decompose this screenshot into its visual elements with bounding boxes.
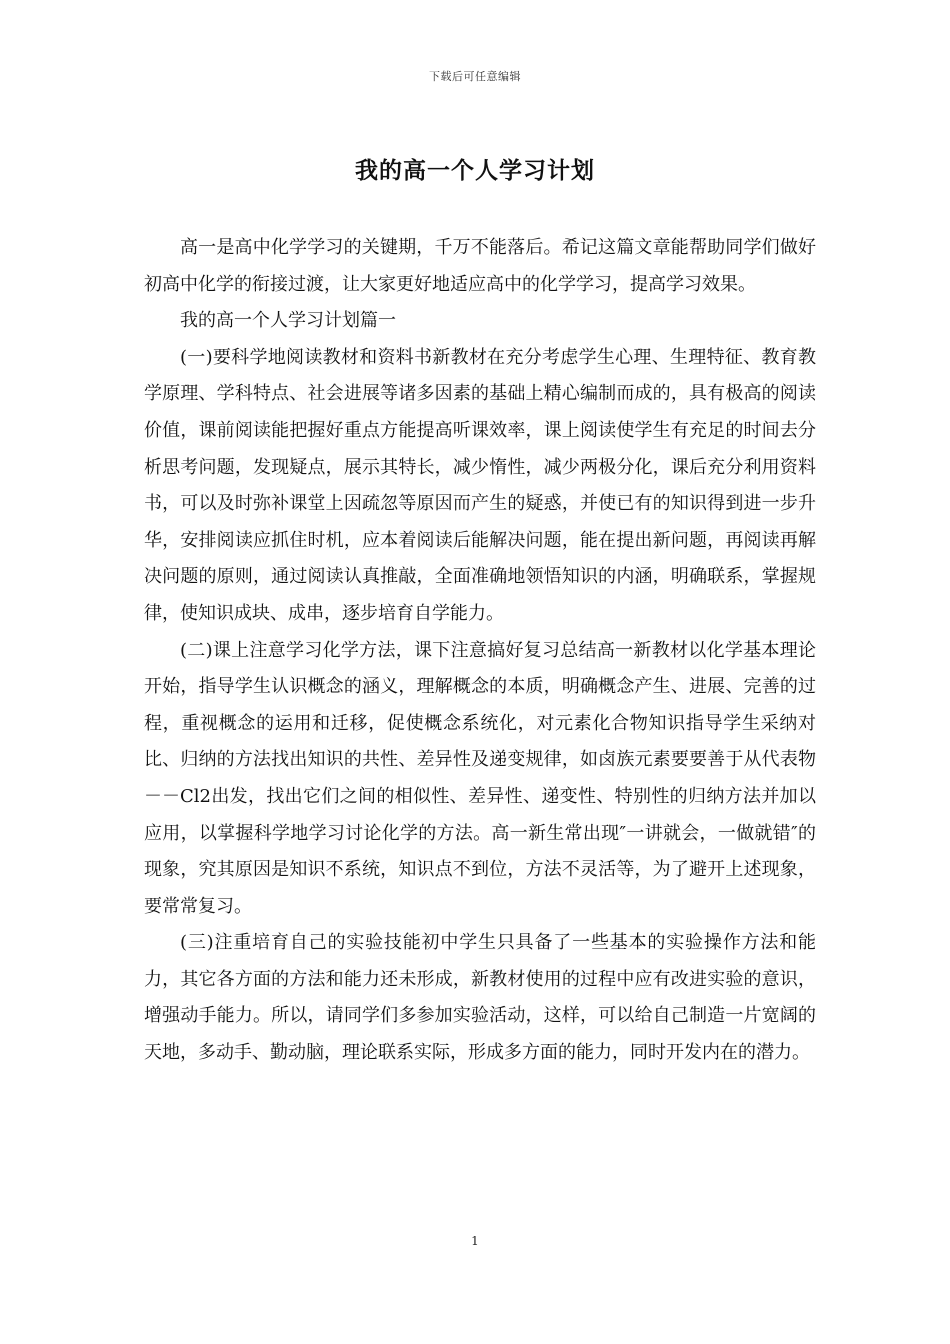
document-body bbox=[144, 230, 816, 1072]
paragraph-one: (一)要科学地阅读教材和资料书新教材在充分考虑学生心理、生理特征、教育教学原理、学科特点、社会进展等诸多因素的基础上精心编制而成的，具有极高的阅读价值，课前阅读能把握好重点方能提高听课效率，课上阅读使学生有充足的时间去分析思考问题，发现疑点，展示其特长，减少惰性，减少两极分化，课后充分利用资料书，可以及时弥补课堂上因疏忽等原因而产生的疑惑，并使已有的知识得到进一步升华，安排阅读应抓住时机，应本着阅读后能解决问题，能在提出新问题，再阅读再解决问题的原则，通过阅读认真推敲，全面准确地领悟知识的内涵，明确联系，掌握规律，使知识成块、成串，逐步培育自学能力。 bbox=[144, 346, 816, 624]
intro-paragraph: 高一是高中化学学习的关键期，千万不能落后。希记这篇文章能帮助同学们做好初高中化学的衔接过渡，让大家更好地适应高中的化学学习，提高学习效果。 bbox=[144, 237, 816, 295]
document-title: 我的高一个人学习计划 bbox=[355, 157, 595, 184]
section-heading: 我的高一个人学习计划篇一 bbox=[180, 310, 396, 332]
header-note: 下载后可任意编辑 bbox=[429, 70, 521, 83]
paragraph-three: (三)注重培育自己的实验技能初中学生只具备了一些基本的实验操作方法和能力，其它各方面的方法和能力还未形成，新教材使用的过程中应有改进实验的意识，增强动手能力。所以，请同学们多参加实验活动，这样，可以给自己制造一片宽阔的天地，多动手、勤动脑，理论联系实际，形成多方面的能力，同时开发内在的潜力。 bbox=[144, 932, 816, 1064]
page-number: 1 bbox=[471, 1234, 479, 1248]
paragraph-two: (二)课上注意学习化学方法，课下注意搞好复习总结高一新教材以化学基本理论开始，指导学生认识概念的涵义，理解概念的本质，明确概念产生、进展、完善的过程，重视概念的运用和迁移，促使概念系统化，对元素化合物知识指导学生采纳对比、归纳的方法找出知识的共性、差异性及递变规律，如卤族元素要要善于从代表物－－Cl2出发，找出它们之间的相似性、差异性、递变性、特别性的归纳方法并加以应用，以掌握科学地学习讨论化学的方法。高一新生常出现″一讲就会，一做就错″的现象，究其原因是知识不系统，知识点不到位，方法不灵活等，为了避开上述现象，要常常复习。 bbox=[144, 639, 816, 917]
